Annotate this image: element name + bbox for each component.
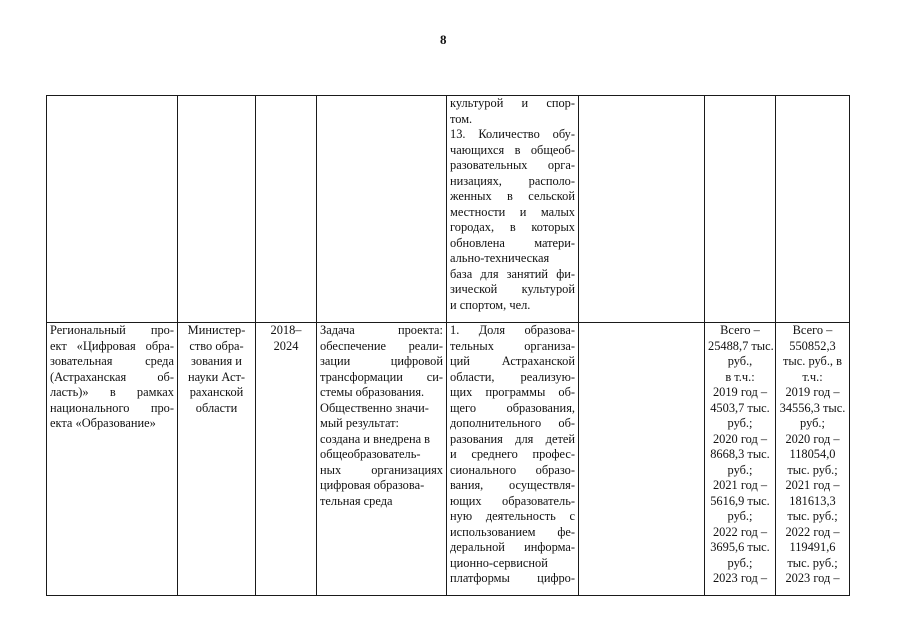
cell-funding-total bbox=[776, 323, 850, 596]
indicator-line: использованием фе- bbox=[450, 524, 575, 539]
indicator-line: городах, в которых bbox=[450, 220, 575, 234]
indicator-line: щих программы об- bbox=[450, 385, 575, 399]
cell-name-empty bbox=[47, 96, 178, 323]
task-line: трансформации си- bbox=[320, 369, 443, 384]
funding-line: тыс. руб.; bbox=[787, 555, 838, 570]
task-line: Задача проекта: bbox=[320, 323, 443, 337]
indicator-line: и спортом, чел. bbox=[450, 297, 531, 312]
name-line: ект «Цифровая обра- bbox=[50, 338, 174, 353]
name-line: (Астраханская об- bbox=[50, 369, 174, 384]
indicator-line: ций Астраханской bbox=[450, 354, 575, 368]
task-line: мый результат: bbox=[320, 416, 399, 430]
indicator-line: 13. Количество обу- bbox=[450, 127, 575, 141]
name-line: Региональный про- bbox=[50, 323, 174, 337]
task-line: ных организациях bbox=[320, 462, 443, 477]
task-line: зации цифровой bbox=[320, 354, 443, 368]
indicator-line: разования для детей bbox=[450, 431, 575, 446]
funding-line: т.ч.: bbox=[802, 369, 823, 384]
cell-period-empty bbox=[256, 96, 317, 323]
funding-line: 2020 год – bbox=[785, 431, 840, 446]
funding-line: тыс. руб., в bbox=[783, 354, 842, 368]
executor-line: области bbox=[195, 400, 238, 415]
cell-empty bbox=[776, 96, 850, 323]
funding-line: руб., bbox=[727, 354, 753, 368]
indicator-line: и среднего профес- bbox=[450, 447, 575, 461]
executor-line: Министер- bbox=[187, 323, 246, 337]
table-row-project bbox=[47, 323, 850, 596]
indicator-line: зической культурой bbox=[450, 282, 575, 296]
name-line: зовательная среда bbox=[50, 354, 174, 368]
indicator-line: ющих образователь- bbox=[450, 493, 575, 508]
executor-line: зования и bbox=[191, 354, 242, 368]
indicator-line: платформы цифро- bbox=[450, 571, 575, 585]
cell-funding-regional bbox=[705, 323, 776, 596]
indicator-line: ально-техническая bbox=[450, 251, 550, 265]
indicator-line: щего образования, bbox=[450, 400, 575, 415]
funding-line: 2022 год – bbox=[785, 524, 840, 539]
name-line: екта «Образование» bbox=[50, 416, 156, 430]
indicator-line: сионального образо- bbox=[450, 462, 575, 477]
executor-line: науки Аст- bbox=[187, 369, 246, 384]
task-line: создана и внедрена в bbox=[320, 431, 431, 446]
executor-line: раханской bbox=[189, 385, 244, 399]
task-line: тельная среда bbox=[320, 493, 393, 508]
indicator-line: ную деятельность с bbox=[450, 509, 575, 523]
funding-line: в т.ч.: bbox=[725, 369, 755, 384]
funding-line: 550852,3 bbox=[789, 338, 836, 353]
funding-line: 2022 год – bbox=[712, 524, 768, 539]
indicator-line: том. bbox=[450, 111, 473, 126]
cell-empty bbox=[705, 96, 776, 323]
task-line: обеспечение реали- bbox=[320, 338, 443, 353]
funding-line: 5616,9 тыс. bbox=[710, 493, 770, 508]
funding-line: 3695,6 тыс. bbox=[710, 540, 770, 554]
cell-project-name bbox=[47, 323, 178, 596]
period-start: 2018– bbox=[270, 323, 302, 337]
funding-line: 25488,7 тыс. bbox=[708, 338, 774, 353]
funding-line: 118054,0 bbox=[789, 447, 836, 461]
funding-line: 2019 год – bbox=[712, 385, 768, 399]
executor-line: ство обра- bbox=[189, 338, 244, 353]
cell-executor-empty bbox=[178, 96, 256, 323]
task-line: Общественно значи- bbox=[320, 400, 429, 415]
indicator-line: обновлена матери- bbox=[450, 235, 575, 250]
cell-empty bbox=[579, 323, 705, 596]
funding-line: 34556,3 тыс. bbox=[779, 400, 846, 415]
funding-line: Всего – bbox=[792, 323, 833, 337]
funding-line: руб.; bbox=[727, 509, 753, 523]
task-line: цифровая образова- bbox=[320, 478, 425, 492]
funding-line: 2019 год – bbox=[785, 385, 840, 399]
funding-line: руб.; bbox=[727, 462, 753, 477]
funding-line: тыс. руб.; bbox=[787, 462, 838, 477]
indicator-line: чающихся в общеоб- bbox=[450, 142, 575, 157]
indicator-line: вания, осуществля- bbox=[450, 478, 575, 492]
indicator-line: 1. Доля образова- bbox=[450, 323, 575, 337]
cell-executor bbox=[178, 323, 256, 596]
funding-line: руб.; bbox=[727, 555, 753, 570]
funding-line: 2021 год – bbox=[785, 478, 840, 492]
funding-line: 4503,7 тыс. bbox=[710, 400, 770, 415]
name-line: ласть)» в рамках bbox=[50, 385, 174, 399]
indicator-line: области, реализую- bbox=[450, 369, 575, 384]
indicator-line: тельных организа- bbox=[450, 338, 575, 353]
funding-line: руб.; bbox=[727, 416, 753, 430]
funding-line: тыс. руб.; bbox=[787, 509, 838, 523]
period-end: 2024 bbox=[273, 338, 299, 353]
indicator-line: база для занятий фи- bbox=[450, 266, 575, 281]
funding-line: 2020 год – bbox=[712, 431, 768, 446]
funding-line: 2023 год – bbox=[712, 571, 768, 585]
project-table bbox=[46, 95, 850, 596]
task-line: общеобразователь- bbox=[320, 447, 421, 461]
funding-line: 119491,6 bbox=[789, 540, 836, 554]
indicator-line: деральной информа- bbox=[450, 540, 575, 554]
indicator-line: местности и малых bbox=[450, 204, 575, 219]
cell-indicator bbox=[447, 323, 579, 596]
funding-line: 8668,3 тыс. bbox=[710, 447, 770, 461]
indicator-line: культурой и спор- bbox=[450, 96, 575, 110]
indicator-line: разовательных орга- bbox=[450, 158, 575, 172]
funding-line: руб.; bbox=[800, 416, 825, 430]
funding-line: Всего – bbox=[720, 323, 760, 337]
indicator-line: низациях, располо- bbox=[450, 173, 575, 188]
funding-line: 2023 год – bbox=[785, 571, 840, 585]
cell-task-empty bbox=[317, 96, 447, 323]
table-row-continuation bbox=[47, 96, 850, 323]
indicator-line: дополнительного об- bbox=[450, 416, 575, 430]
cell-empty bbox=[579, 96, 705, 323]
indicator-line: женных в сельской bbox=[450, 189, 575, 203]
indicator-line: ционно-сервисной bbox=[450, 555, 548, 570]
funding-line: 181613,3 bbox=[789, 493, 836, 508]
page-number: 8 bbox=[440, 32, 447, 47]
cell-task bbox=[317, 323, 447, 596]
cell-indicators-continued bbox=[447, 96, 579, 323]
funding-line: 2021 год – bbox=[712, 478, 768, 492]
cell-period bbox=[256, 323, 317, 596]
name-line: национального про- bbox=[50, 400, 174, 415]
task-line: стемы образования. bbox=[320, 385, 425, 399]
